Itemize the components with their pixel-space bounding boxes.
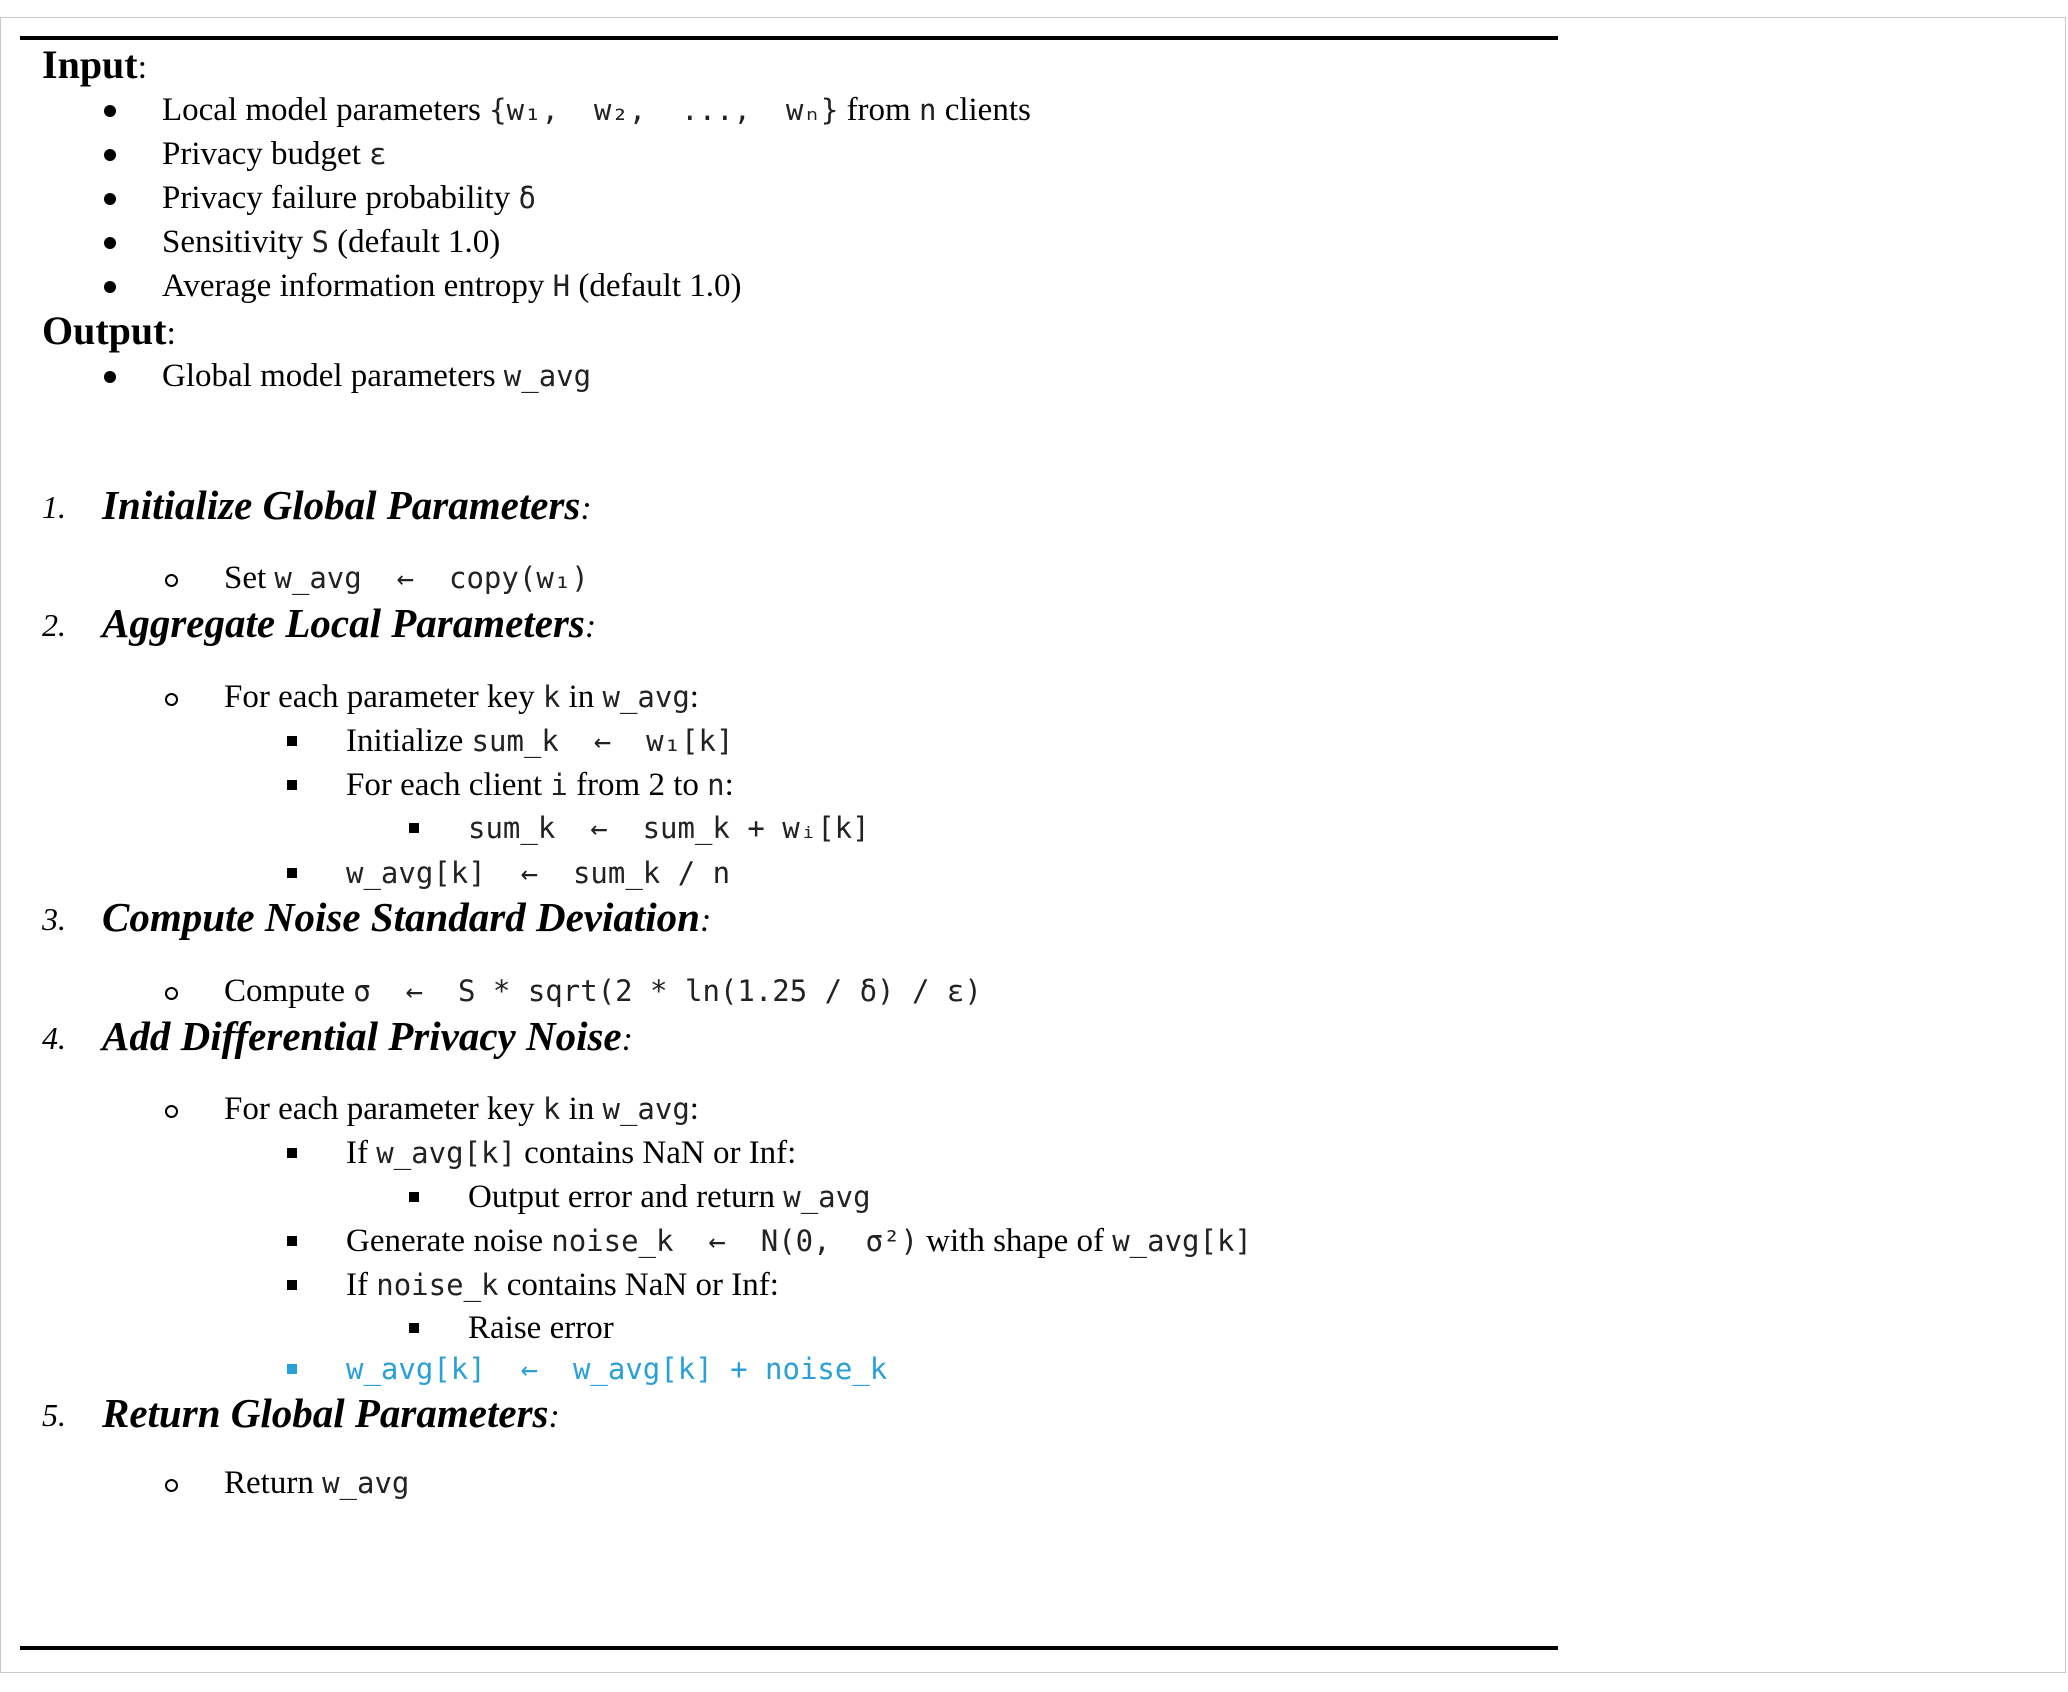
output-heading: Output: — [42, 308, 176, 353]
bullet — [104, 193, 116, 205]
step-number: 2. — [42, 607, 66, 643]
input-item-params: Local model parameters {w₁, w₂, ..., wₙ} from n clients — [162, 92, 1031, 128]
input-item-failure: Privacy failure probability δ — [162, 180, 536, 216]
bullet — [287, 1364, 297, 1374]
bullet — [287, 1236, 297, 1246]
bullet — [165, 693, 178, 706]
step3-line: Compute σ ← S * sqrt(2 * ln(1.25 / δ) / ε) — [224, 973, 982, 1009]
bullet — [165, 1105, 178, 1118]
step4-line: If w_avg[k] contains NaN or Inf: — [346, 1135, 797, 1171]
step4-line: If noise_k contains NaN or Inf: — [346, 1267, 779, 1303]
top-rule — [20, 36, 1558, 40]
step4-line: For each parameter key k in w_avg: — [224, 1091, 699, 1127]
step2-line: For each parameter key k in w_avg: — [224, 679, 699, 715]
step4-line: Raise error — [468, 1310, 614, 1346]
step1-line: Set w_avg ← copy(w₁) — [224, 560, 589, 596]
step2-line: sum_k ← sum_k + wᵢ[k] — [468, 811, 870, 845]
step-title: Aggregate Local Parameters: — [102, 600, 597, 646]
bullet — [409, 1192, 419, 1202]
bullet — [165, 1479, 178, 1492]
input-item-budget: Privacy budget ε — [162, 136, 387, 172]
bullet — [409, 823, 419, 833]
bullet — [287, 780, 297, 790]
bullet — [287, 736, 297, 746]
step4-line: Output error and return w_avg — [468, 1179, 871, 1215]
step-number: 4. — [42, 1020, 66, 1056]
step-title: Add Differential Privacy Noise: — [102, 1013, 633, 1059]
bullet — [287, 868, 297, 878]
step4-line: Generate noise noise_k ← N(0, σ²) with shape of w_avg[k] — [346, 1223, 1252, 1259]
bullet — [104, 237, 116, 249]
input-item-entropy: Average information entropy H (default 1.0) — [162, 268, 742, 304]
step-number: 1. — [42, 489, 66, 525]
bullet — [104, 371, 116, 383]
step-title: Compute Noise Standard Deviation: — [102, 894, 712, 940]
bullet — [165, 574, 178, 587]
step2-line: For each client i from 2 to n: — [346, 767, 734, 803]
step-title: Initialize Global Parameters: — [102, 482, 592, 528]
step-title: Return Global Parameters: — [102, 1390, 560, 1436]
step2-line: Initialize sum_k ← w₁[k] — [346, 723, 734, 759]
input-item-sensitivity: Sensitivity S (default 1.0) — [162, 224, 501, 260]
output-item-global: Global model parameters w_avg — [162, 358, 592, 394]
step4-highlighted-line: w_avg[k] ← w_avg[k] + noise_k — [346, 1352, 888, 1386]
bottom-rule — [20, 1646, 1558, 1650]
step5-line: Return w_avg — [224, 1465, 410, 1501]
bullet — [165, 987, 178, 1000]
bullet — [104, 281, 116, 293]
step-number: 3. — [42, 901, 66, 937]
bullet — [104, 105, 116, 117]
bullet — [409, 1323, 419, 1333]
step2-line: w_avg[k] ← sum_k / n — [346, 856, 731, 890]
bullet — [287, 1148, 297, 1158]
bullet — [104, 149, 116, 161]
input-heading: Input: — [42, 42, 148, 87]
step-number: 5. — [42, 1397, 66, 1433]
bullet — [287, 1280, 297, 1290]
